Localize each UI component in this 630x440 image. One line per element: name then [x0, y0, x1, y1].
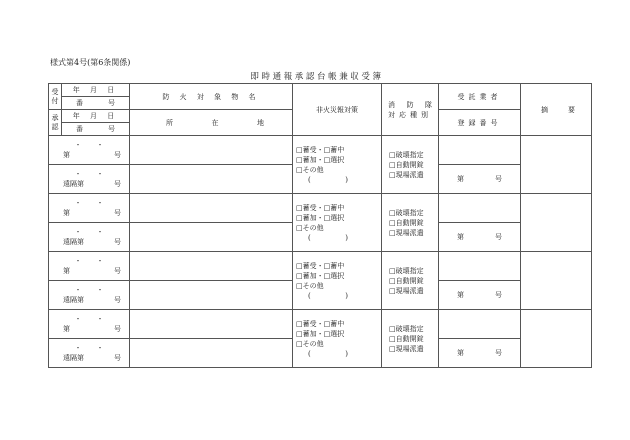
fire-option-2[interactable]: □自動開錠	[389, 218, 424, 227]
check-option-1[interactable]: □蓄受・□蓄中	[296, 145, 345, 154]
shoubou-options[interactable]	[382, 136, 439, 194]
touroku-entry[interactable]: 第 号	[439, 223, 521, 252]
shoubou-options[interactable]	[382, 252, 439, 310]
shounin-number-header: 番 号	[62, 123, 130, 136]
itaku-entry[interactable]	[439, 310, 521, 339]
fire-option-3[interactable]: □現場派遣	[389, 170, 424, 179]
shounin-entry[interactable]: ・ ・ 遠隔第 号	[49, 281, 130, 310]
itaku-header: 受託業者	[439, 84, 521, 110]
fire-option-2[interactable]: □自動開錠	[389, 276, 424, 285]
tekiyou-entry[interactable]	[521, 194, 592, 252]
touroku-entry[interactable]: 第 号	[439, 339, 521, 368]
uketsuke-entry[interactable]: ・ ・ 第 号	[49, 194, 130, 223]
hikasai-options[interactable]: □蓄受・□蓄中 □蓄加・□選択 □その他 ( )	[293, 310, 382, 368]
itaku-entry[interactable]	[439, 194, 521, 223]
document-title: 即時通報承認台帳兼収受簿	[250, 72, 384, 82]
check-option-2[interactable]: □蓄加・□選択	[296, 155, 345, 164]
check-option-1[interactable]: □蓄受・□蓄中	[296, 203, 345, 212]
address-entry[interactable]	[130, 165, 293, 194]
target-name-entry[interactable]	[130, 310, 293, 339]
fire-option-1[interactable]: □破壊指定	[389, 150, 424, 159]
tekiyou-entry[interactable]	[521, 136, 592, 194]
target-name-entry[interactable]	[130, 194, 293, 223]
shounin-entry[interactable]: ・ ・ 遠隔第 号	[49, 223, 130, 252]
uketsuke-number-header: 番 号	[62, 97, 130, 110]
hikasai-options[interactable]: □蓄受・□蓄中 □蓄加・□選択 □その他 ( )	[293, 252, 382, 310]
fire-option-3[interactable]: □現場派遣	[389, 286, 424, 295]
hikasai-header: 非火災報対策	[293, 84, 382, 136]
check-option-2[interactable]: □蓄加・□選択	[296, 329, 345, 338]
shoubou-options[interactable]	[382, 310, 439, 368]
fire-option-3[interactable]: □現場派遣	[389, 344, 424, 353]
check-option-3[interactable]: □その他	[296, 339, 324, 348]
address-entry[interactable]	[130, 223, 293, 252]
hikasai-options[interactable]: □蓄受・□蓄中 □蓄加・□選択 □その他 ( )	[293, 136, 382, 194]
address-header: 所 在 地	[130, 110, 293, 136]
tekiyou-header: 摘 要	[521, 84, 592, 136]
shounin-entry[interactable]: ・ ・ 遠隔第 号	[49, 339, 130, 368]
check-option-1[interactable]: □蓄受・□蓄中	[296, 319, 345, 328]
tekiyou-entry[interactable]	[521, 310, 592, 368]
touroku-entry[interactable]: 第 号	[439, 281, 521, 310]
fire-option-1[interactable]: □破壊指定	[389, 266, 424, 275]
uketsuke-date-header: 年 月 日	[62, 84, 130, 97]
shoubou-header: 消 防 隊 対応種別	[382, 84, 439, 136]
check-option-2[interactable]: □蓄加・□選択	[296, 271, 345, 280]
itaku-entry[interactable]	[439, 136, 521, 165]
check-option-3[interactable]: □その他	[296, 165, 324, 174]
uketsuke-entry[interactable]: ・ ・ 第 号	[49, 252, 130, 281]
target-name-entry[interactable]	[130, 252, 293, 281]
fire-option-3[interactable]: □現場派遣	[389, 228, 424, 237]
ledger-table	[48, 83, 592, 368]
uketsuke-entry[interactable]: ・ ・ 第 号	[49, 310, 130, 339]
address-entry[interactable]	[130, 339, 293, 368]
check-option-2[interactable]: □蓄加・□選択	[296, 213, 345, 222]
touroku-entry[interactable]: 第 号	[439, 165, 521, 194]
form-label: 様式第4号(第6条関係)	[50, 58, 131, 67]
target-name-entry[interactable]	[130, 136, 293, 165]
shoubou-options[interactable]	[382, 194, 439, 252]
address-entry[interactable]	[130, 281, 293, 310]
check-option-1[interactable]: □蓄受・□蓄中	[296, 261, 345, 270]
itaku-entry[interactable]	[439, 252, 521, 281]
shounin-date-header: 年 月 日	[62, 110, 130, 123]
touroku-header: 登録番号	[439, 110, 521, 136]
hikasai-options[interactable]: □蓄受・□蓄中 □蓄加・□選択 □その他 ( )	[293, 194, 382, 252]
target-name-header: 防 火 対 象 物 名	[130, 84, 293, 110]
check-option-3[interactable]: □その他	[296, 281, 324, 290]
uketsuke-entry[interactable]: ・ ・ 第 号	[49, 136, 130, 165]
fire-option-2[interactable]: □自動開錠	[389, 334, 424, 343]
ledger-header	[49, 84, 592, 136]
fire-option-1[interactable]: □破壊指定	[389, 324, 424, 333]
tekiyou-entry[interactable]	[521, 252, 592, 310]
shounin-label: 承認	[49, 110, 62, 136]
fire-option-1[interactable]: □破壊指定	[389, 208, 424, 217]
uketsuke-label: 受付	[49, 84, 62, 110]
shounin-entry[interactable]: ・ ・ 遠隔第 号	[49, 165, 130, 194]
check-option-3[interactable]: □その他	[296, 223, 324, 232]
ledger-records	[49, 136, 592, 368]
fire-option-2[interactable]: □自動開錠	[389, 160, 424, 169]
